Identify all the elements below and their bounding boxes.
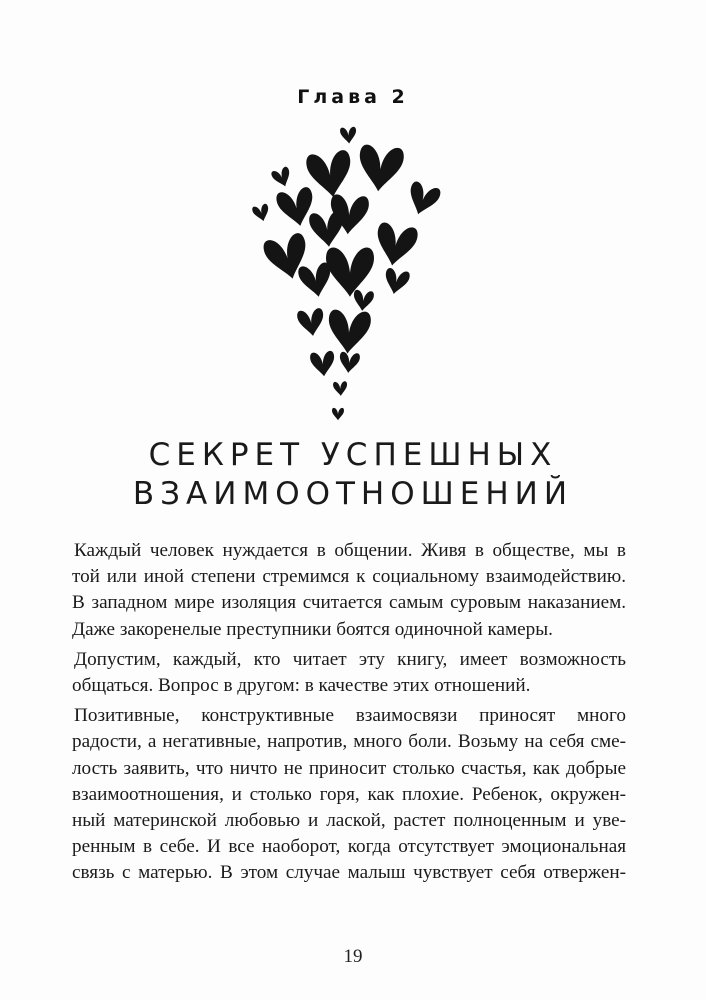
paragraph-1 (74, 538, 626, 643)
text-line: той или иной степени стремимся к социальному взаимодействию. (72, 566, 626, 588)
paragraph-2 (74, 647, 626, 699)
text-line: Позитивные, конструктивные взаимосвязи приносят много (74, 705, 626, 727)
body-text (74, 538, 626, 886)
text-line: ренным в себе. И все наоборот, когда отсутствует эмоциональная (72, 836, 626, 858)
text-line: взаимоотношения, и столько горя, как плохие. Ребенок, окружен- (72, 783, 626, 805)
chapter-title-line-1: СЕКРЕТ УСПЕШНЫХ (148, 437, 558, 473)
text-line: В западном мире изоляция считается самым суровым наказанием. (72, 592, 626, 614)
text-line: общаться. Вопрос в другом: в качестве этих отношений. (72, 674, 531, 696)
text-line: радости, а негативные, напротив, много боли. Возьму на себя сме- (72, 731, 626, 753)
text-line: связь с матерью. В этом случае малыш чувствует себя отвержен- (72, 862, 626, 884)
text-line: лость заявить, что ничто не приносит столько счастья, как добрые (72, 757, 626, 779)
text-line: ный материнской любовью и лаской, растет полноценным и уве- (72, 809, 626, 831)
text-line: Даже закоренелые преступники боятся одиночной камеры. (72, 618, 553, 640)
chapter-title-line-2: ВЗАИМООТНОШЕНИЙ (132, 476, 574, 512)
page-number: 19 (343, 946, 363, 967)
paragraph-3 (74, 703, 626, 886)
chapter-label: Глава 2 (297, 86, 409, 108)
text-line: Каждый человек нуждается в общении. Живя в обществе, мы в (74, 540, 626, 561)
text-line: Допустим, каждый, кто читает эту книгу, имеет возможность (74, 648, 626, 670)
chapter-title (0, 436, 706, 514)
hearts-cluster-icon (240, 118, 460, 428)
